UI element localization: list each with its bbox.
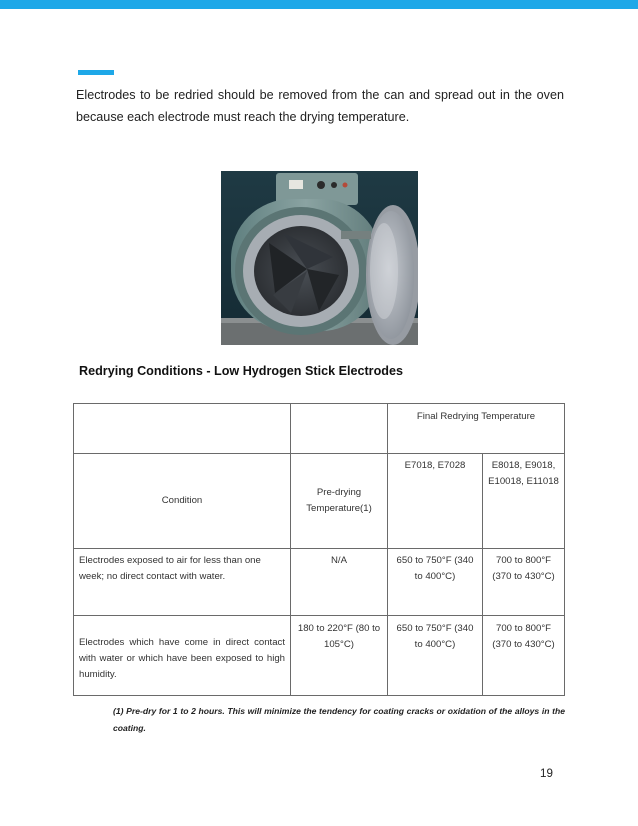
table-header-row-1: [74, 404, 565, 454]
e8018-header: E8018, E9018, E10018, E11018: [483, 454, 565, 549]
predry-header: Pre-drying Temperature(1): [291, 454, 388, 549]
footnote: (1) Pre-dry for 1 to 2 hours. This will minimize the tendency for coating cracks or oxidation of the alloys in the coating.: [113, 706, 565, 733]
intro-paragraph: Electrodes to be redried should be removed from the can and spread out in the oven because each electrode must reach the drying temperature.: [76, 88, 564, 124]
redrying-conditions-table: [73, 403, 565, 696]
e7018-header: E7018, E7028: [388, 454, 483, 549]
final-temp-header: Final Redrying Temperature: [388, 404, 565, 454]
final-temp-a-cell: 650 to 750°F (340 to 400°C): [388, 616, 483, 696]
condition-header: Condition: [74, 454, 291, 549]
final-temp-b-cell: 700 to 800°F (370 to 430°C): [483, 616, 565, 696]
top-accent-bar: [0, 0, 638, 9]
condition-cell: Electrodes which have come in direct contact with water or which have been exposed to high humidity.: [74, 616, 291, 696]
table-header-row-2: [74, 454, 565, 549]
final-temp-a-cell: 650 to 750°F (340 to 400°C): [388, 549, 483, 616]
oven-photo: [221, 171, 418, 345]
accent-dash: [78, 70, 114, 75]
final-temp-b-cell: 700 to 800°F (370 to 430°C): [483, 549, 565, 616]
predry-cell: N/A: [291, 549, 388, 616]
header-empty-cell: [291, 404, 388, 454]
header-empty-cell: [74, 404, 291, 454]
condition-cell: Electrodes exposed to air for less than one week; no direct contact with water.: [74, 549, 291, 616]
table-row: [74, 616, 565, 696]
table-row: [74, 549, 565, 616]
predry-cell: 180 to 220°F (80 to 105°C): [291, 616, 388, 696]
section-title: Redrying Conditions - Low Hydrogen Stick Electrodes: [79, 364, 403, 378]
page-number: 19: [540, 767, 553, 780]
